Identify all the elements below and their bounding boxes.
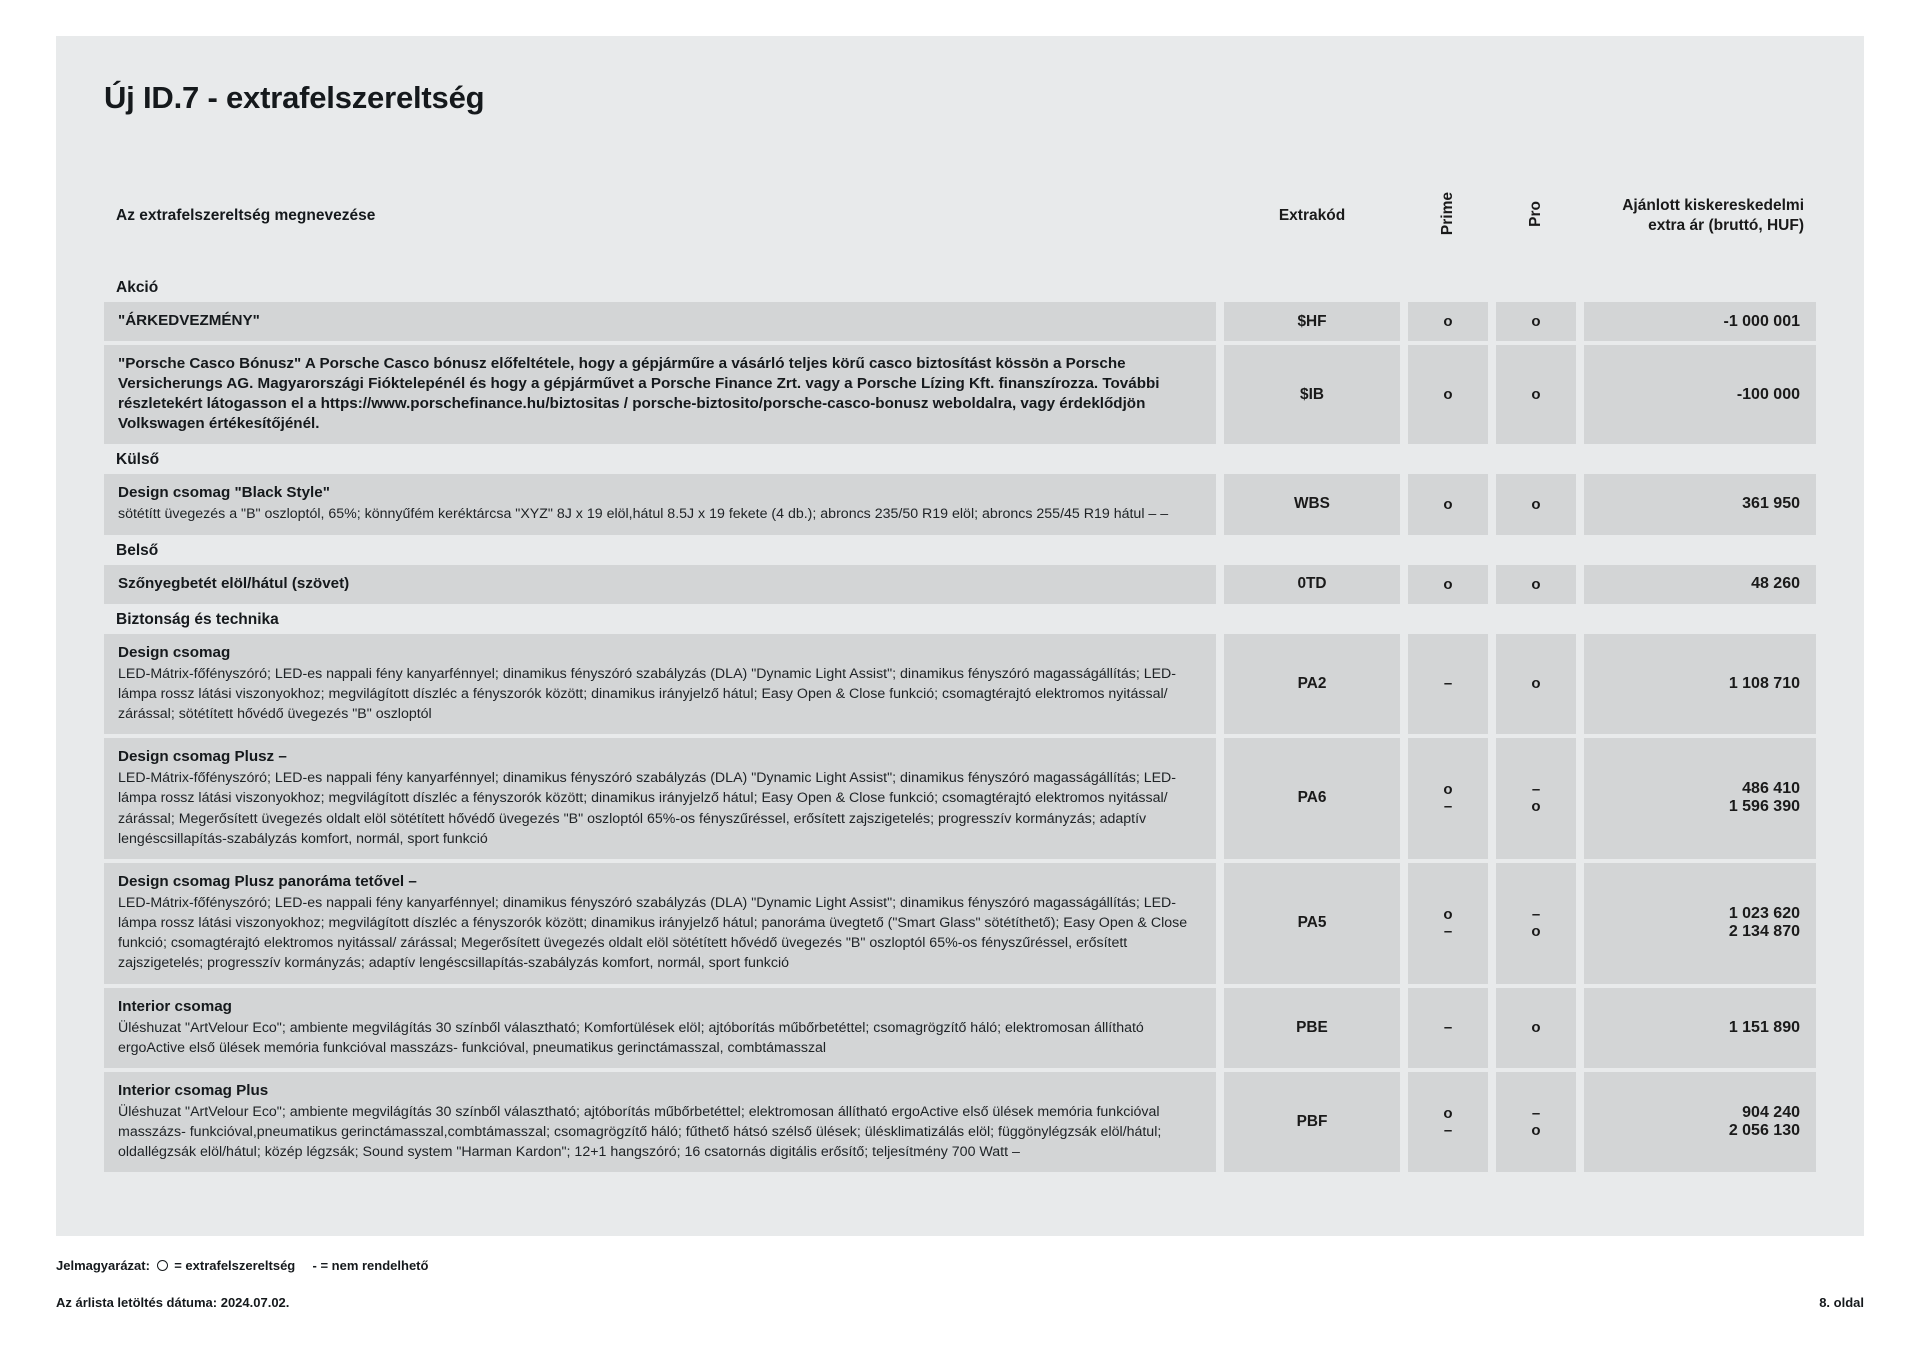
prime-cell <box>1408 565 1488 604</box>
price-cell <box>1584 1072 1816 1173</box>
table-row <box>104 302 1816 341</box>
prime-cell <box>1408 738 1488 859</box>
option-title: Design csomag "Black Style" <box>118 484 330 502</box>
price-value: 1 108 710 <box>1728 674 1800 692</box>
price-value: -100 000 <box>1736 385 1800 403</box>
price-value: 1 151 890 <box>1728 1018 1800 1036</box>
price-value: 2 056 130 <box>1728 1122 1800 1140</box>
column-header-prime-label: Prime <box>1439 191 1457 236</box>
option-description-cell <box>104 988 1216 1068</box>
page-title: Új ID.7 - extrafelszereltség <box>104 80 485 115</box>
price-cell <box>1584 634 1816 735</box>
price-cell <box>1584 565 1816 604</box>
availability-prime: – <box>1443 923 1453 941</box>
price-value: 904 240 <box>1742 1104 1800 1122</box>
availability-prime: o <box>1443 781 1453 799</box>
option-description-cell <box>104 634 1216 735</box>
option-code-cell: $HF <box>1224 302 1400 341</box>
page-number: 8. oldal <box>1819 1295 1864 1310</box>
option-description-cell <box>104 474 1216 534</box>
circle-icon <box>157 1260 168 1271</box>
legend-prefix: Jelmagyarázat: <box>56 1258 150 1273</box>
price-value: -1 000 001 <box>1723 312 1800 330</box>
option-description-cell <box>104 1072 1216 1173</box>
group-label-row <box>104 272 1816 302</box>
pro-cell <box>1496 863 1576 984</box>
availability-pro: o <box>1531 1122 1541 1140</box>
option-description-cell <box>104 738 1216 859</box>
pricelist-panel <box>56 36 1864 1236</box>
price-cell <box>1584 345 1816 444</box>
availability-prime: o <box>1443 906 1453 924</box>
prime-cell <box>1408 634 1488 735</box>
option-description: Üléshuzat "ArtVelour Eco"; ambiente megvilágítás 30 színből választható; ajtóborítás műbőrbetéttel; elektromosan állítható ergoActive első ülések memória funkcióval masszázs- funkcióval,pneumatikus gerinctámasszal,combtámasszal; csomagrögzítő háló; fűthető hátsó szélső ülések; ülésklimatizálás elöl; függönylégzsák elöl/hátul; oldallégzsák elöl/hátul; közép légzsák; Sound system "Harman Kardon"; 12+1 hangszóró; 16 csatornás digitális erősítő; teljesítmény 700 Watt – <box>118 1103 1162 1161</box>
option-code-cell: WBS <box>1224 474 1400 534</box>
column-header-prime <box>1408 170 1488 272</box>
availability-pro: o <box>1531 495 1541 513</box>
availability-prime: – <box>1443 1019 1453 1037</box>
price-cell <box>1584 302 1816 341</box>
option-code-cell: PBE <box>1224 988 1400 1068</box>
option-code-cell: PA5 <box>1224 863 1400 984</box>
column-header-pro-label: Pro <box>1527 200 1545 227</box>
option-title: "ÁRKEDVEZMÉNY" <box>118 312 260 329</box>
table-header-row <box>104 170 1816 272</box>
availability-prime: – <box>1443 1122 1453 1140</box>
price-value: 361 950 <box>1742 495 1800 513</box>
availability-pro: o <box>1531 575 1541 593</box>
group-label-row <box>104 604 1816 634</box>
availability-pro: o <box>1531 675 1541 693</box>
footer-meta-row <box>56 1295 1864 1310</box>
table-row <box>104 988 1816 1068</box>
table-row <box>104 345 1816 444</box>
prime-cell <box>1408 474 1488 534</box>
pro-cell <box>1496 345 1576 444</box>
prime-cell <box>1408 345 1488 444</box>
column-header-description: Az extrafelszereltség megnevezése <box>116 207 376 224</box>
option-title: Szőnyegbetét elöl/hátul (szövet) <box>118 574 350 592</box>
option-description: Üléshuzat "ArtVelour Eco"; ambiente megvilágítás 30 színből választható; Komfortülések elöl; ajtóborítás műbőrbetéttel; csomagrögzítő háló; elektromosan állítható ergoActive első ülések memória funkcióval masszázs- funkcióval, pneumatikus gerinctámasszal, combtámasszal <box>118 1019 1144 1056</box>
column-header-price-line2: extra ár (bruttó, HUF) <box>1648 217 1804 234</box>
legend-line <box>56 1258 1864 1273</box>
table-body <box>104 272 1816 1172</box>
price-value: 2 134 870 <box>1728 923 1800 941</box>
availability-pro: o <box>1531 386 1541 404</box>
availability-pro: – <box>1531 906 1541 924</box>
group-label: Akció <box>116 279 159 296</box>
price-cell <box>1584 988 1816 1068</box>
prime-cell <box>1408 1072 1488 1173</box>
availability-prime: o <box>1443 575 1453 593</box>
table-row <box>104 738 1816 859</box>
option-description: LED-Mátrix-főfényszóró; LED-es nappali fény kanyarfénnyel; dinamikus fényszóró szabályzás (DLA) "Dynamic Light Assist"; dinamikus fényszóró magasságállítás; LED-lámpa rossz látási viszonyokhoz; megvilágított díszléc a fényszorók között; dinamikus irányjelző hátul; Easy Open & Close funkció; csomagtérajtó elektromos nyitással/ zárással; sötétített hővédő üvegezés "B" oszloptól <box>118 665 1177 722</box>
price-value: 486 410 <box>1742 780 1800 798</box>
table-row <box>104 565 1816 604</box>
group-label: Külső <box>116 451 160 469</box>
option-code-cell: PBF <box>1224 1072 1400 1173</box>
table-row <box>104 474 1816 534</box>
option-title: Interior csomag Plus <box>118 1081 269 1099</box>
pro-cell <box>1496 738 1576 859</box>
price-value: 1 023 620 <box>1728 905 1800 923</box>
price-cell <box>1584 738 1816 859</box>
group-label: Belső <box>116 541 159 559</box>
option-description-cell <box>104 345 1216 444</box>
pro-cell <box>1496 302 1576 341</box>
pro-cell <box>1496 988 1576 1068</box>
group-label: Biztonság és technika <box>116 610 279 628</box>
column-header-code: Extrakód <box>1278 207 1346 224</box>
page-footer <box>56 1258 1864 1310</box>
price-value: 48 260 <box>1751 575 1800 593</box>
group-label-row <box>104 535 1816 565</box>
option-code-cell: 0TD <box>1224 565 1400 604</box>
option-description: LED-Mátrix-főfényszóró; LED-es nappali fény kanyarfénnyel; dinamikus fényszóró szabályzás (DLA) "Dynamic Light Assist"; dinamikus fényszóró magasságállítás; LED-lámpa rossz látási viszonyokhoz; megvilágított díszléc a fényszorók között; dinamikus irányjelző hátul; Easy Open & Close funkció; csomagtérajtó elektromos nyitással/ zárással; Megerősített üvegezés oldalt elöl sötétített hővédő üvegezés "B" oszloptól 65%-os fényszűréssel, erősített zajszigetelés; progresszív kormányzás; adaptív lengéscsillapítás-szabályzás komfort, normál, sport funkció <box>118 770 1177 847</box>
availability-prime: – <box>1443 798 1453 816</box>
table-row <box>104 863 1816 984</box>
table-row <box>104 634 1816 735</box>
pro-cell <box>1496 565 1576 604</box>
availability-prime: – <box>1443 675 1453 693</box>
legend-unavailable: - = nem rendelhető <box>312 1258 429 1273</box>
option-title: Design csomag Plusz panoráma tetővel – <box>118 872 417 890</box>
availability-pro: – <box>1531 781 1541 799</box>
table-header <box>104 170 1816 272</box>
download-date: Az árlista letöltés dátuma: 2024.07.02. <box>56 1295 290 1310</box>
option-description-cell <box>104 565 1216 604</box>
pro-cell <box>1496 1072 1576 1173</box>
option-description-cell <box>104 863 1216 984</box>
option-description-cell <box>104 302 1216 341</box>
option-title: Design csomag Plusz – <box>118 748 287 766</box>
extras-price-table <box>104 170 1816 1172</box>
option-title: Interior csomag <box>118 997 232 1015</box>
availability-prime: o <box>1443 495 1453 513</box>
column-header-price-line1: Ajánlott kiskereskedelmi <box>1622 196 1804 214</box>
option-description: sötétítt üvegezés a "B" oszloptól, 65%; könnyűfém keréktárcsa "XYZ" 8J x 19 elöl,hátul 8.5J x 19 fekete (4 db.); abroncs 235/50 R19 elöl; abroncs 255/45 R19 hátul – – <box>118 506 1169 523</box>
price-value: 1 596 390 <box>1728 798 1800 816</box>
prime-cell <box>1408 988 1488 1068</box>
availability-pro: o <box>1531 313 1541 331</box>
column-header-price <box>1584 170 1816 272</box>
table-row <box>104 1072 1816 1173</box>
group-label-row <box>104 444 1816 474</box>
availability-pro: o <box>1531 923 1541 941</box>
availability-prime: o <box>1443 386 1453 404</box>
pro-cell <box>1496 474 1576 534</box>
prime-cell <box>1408 302 1488 341</box>
option-code-cell: $IB <box>1224 345 1400 444</box>
option-code-cell: PA6 <box>1224 738 1400 859</box>
availability-pro: – <box>1531 1105 1541 1123</box>
prime-cell <box>1408 863 1488 984</box>
price-cell <box>1584 863 1816 984</box>
availability-prime: o <box>1443 1105 1453 1123</box>
pro-cell <box>1496 634 1576 735</box>
option-code-cell: PA2 <box>1224 634 1400 735</box>
option-description: LED-Mátrix-főfényszóró; LED-es nappali fény kanyarfénnyel; dinamikus fényszóró szabályzás (DLA) "Dynamic Light Assist"; dinamikus fényszóró magasságállítás; LED-lámpa rossz látási viszonyokhoz; megvilágított díszléc a fényszorók között; dinamikus irányjelző hátul; panoráma üvegtető ("Smart Glass" sötétíthető); Easy Open & Close funkció; csomagtérajtó elektromos nyitással/ zárással; Megerősített üvegezés oldalt elöl sötétített hővédő üvegezés "B" oszloptól 65%-os fényszűréssel, erősített zajszigetelés; progresszív kormányzás; adaptív lengéscsillapítás-szabályzás komfort, normál, sport funkció <box>118 894 1188 972</box>
legend-available: = extrafelszereltség <box>174 1258 296 1273</box>
availability-pro: o <box>1531 1019 1541 1037</box>
option-title: Design csomag <box>118 643 231 661</box>
price-cell <box>1584 474 1816 534</box>
column-header-pro <box>1496 170 1576 272</box>
availability-prime: o <box>1443 313 1453 331</box>
option-title: "Porsche Casco Bónusz" A Porsche Casco bónusz előfeltétele, hogy a gépjárműre a vásárló teljes körű casco biztosítást kössön a Porsche Versicherungs AG. Magyarországi Fióktelepénél és hogy a gépjárművet a Porsche Finance Zrt. vagy a Porsche Lízing Kft. finanszírozza. További részletekért látogasson el a https://www.porschefinance.hu/biztositas / porsche-biztosito/porsche-casco-bonusz weboldalra, vagy érdeklődjön Volkswagen értékesítőjénél. <box>118 355 1160 433</box>
availability-pro: o <box>1531 798 1541 816</box>
